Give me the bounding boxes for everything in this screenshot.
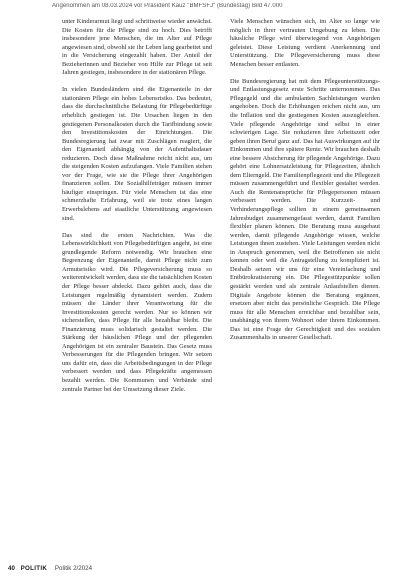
paragraph: Die Bundesregierung hat mit dem Pflegeunterstützungs- und Entlastungsgesetz erste Schritte unternommen. Das Pflegegeld und die ambulanten Sachleistungen wurden angehoben. Doch die Erhöhungen reichen nicht aus, um die Inflation und die gestiegenen Kosten auszugleichen. Viele pflegende Angehörige sind selbst in einer schwierigen Lage. Sie reduzieren ihre Arbeitszeit oder geben ihren Beruf ganz auf. Das hat Auswirkungen auf ihr Einkommen und ihre spätere Rente. Wir brauchen deshalb eine bessere Absicherung für pflegende Angehörige. Dazu gehört eine Lohnersatzleistung für Pflegezeiten, ähnlich dem Elterngeld. Die Familienpflegezeit und die Pflegezeit müssen zusammengeführt und flexibler gestaltet werden. Auch die Rentenansprüche für Pflegepersonen müssen verbessert werden. Die Kurzzeit- und Verhinderungspflege sollten in einem gemeinsamen Jahresbudget zusammengefasst werden, damit Familien flexibler planen können. Die Beratung muss ausgebaut werden, damit pflegende Angehörige wissen, welche Leistungen ihnen zustehen. Viele Leistungen werden nicht in Anspruch genommen, weil die Betroffenen sie nicht kennen oder weil die Antragstellung zu kompliziert ist. Deshalb setzen wir uns für eine Vereinfachung und Entbürokratisierung ein. Die Pflegestützpunkte sollen gestärkt werden und als zentrale Anlaufstellen dienen. Digitale Angebote können die Beratung ergänzen, ersetzen aber nicht das persönliche Gespräch. Die Pflege muss für alle Menschen erreichbar und bezahlbar sein, unabhängig von ihrem Wohnort oder ihrem Einkommen. Das ist eine Frage der Gerechtigkeit und des sozialen Zusammenhalts in unserer Gesellschaft.	[230, 77, 380, 342]
page-footer	[8, 564, 92, 574]
paragraph: In vielen Bundesländern sind die Eigenanteile in der stationären Pflege ein hohes Lebensrisiko. Das bedeutet, dass die durchschnittliche Belastung für Pflegebedürftige erheblich gestiegen ist. Die Ursachen liegen in den gestiegenen Personalkosten durch die Tarifbindung sowie den Investitionskosten der Einrichtungen. Die Bundesregierung hat zwar mit Zuschlägen reagiert, die den Eigenanteil abhängig von der Aufenthaltsdauer reduzieren. Doch diese Maßnahme reicht nicht aus, um die steigenden Kosten aufzufangen. Viele Familien stehen vor der Frage, wie sie die Pflege ihrer Angehörigen finanzieren sollen. Die Sozialhilfeträger müssen immer häufiger einspringen. Für viele Menschen ist das eine schmerzhafte Erfahrung, weil sie trotz eines langen Erwerbslebens auf staatliche Unterstützung angewiesen sind.	[62, 86, 212, 222]
paragraph: unter Kinderarmut liegt und schrittweise wieder anwächst. Die Kosten für die Pflege sind zu hoch. Dies betrifft insbesondere jene Menschen, die im Alter auf Pflege angewiesen sind, obwohl sie ihr Leben lang gearbeitet und in die Versicherung eingezahlt haben. Der Anteil der Bezieherinnen und Bezieher von Hilfe zur Pflege ist seit Jahren gestiegen, insbesondere in der stationären Pflege.	[62, 18, 212, 77]
section-label: POLITIK	[20, 565, 48, 572]
paragraph: Viele Menschen wünschen sich, im Alter so lange wie möglich in ihrer vertrauten Umgebung zu leben. Die häusliche Pflege wird überwiegend von Angehörigen geleistet. Diese Leistung verdient Anerkennung und Unterstützung. Die Pflegeversicherung muss diese Menschen besser entlasten.	[230, 18, 380, 68]
paragraph: Das sind die ersten Nachrichten. Was die Lebenswirklichkeit von Pflegebedürftigen angeht, ist eine grundlegende Reform notwendig. Wir brauchen eine Begrenzung der Eigenanteile, damit Pflege nicht zum Armutsrisiko wird. Die Pflegeversicherung muss so weiterentwickelt werden, dass sie die tatsächlichen Kosten der Pflege besser abdeckt. Dazu gehört auch, dass die Leistungen regelmäßig dynamisiert werden. Zudem müssen die Länder ihrer Verantwortung für die Investitionskosten gerecht werden. Nur so können wir sicherstellen, dass Pflege für alle bezahlbar bleibt. Die Finanzierung muss solidarisch gestaltet werden. Die Stärkung der häuslichen Pflege und der pflegenden Angehörigen ist ein zentraler Baustein. Das Gesetz muss Verbesserungen für die Pflegenden bringen. Wir setzen uns dafür ein, dass die Arbeitsbedingungen in der Pflege verbessert werden und dass Pflegekräfte angemessen bezahlt werden. Die Kommunen und Verbände sind zentrale Partner bei der Umsetzung dieser Ziele.	[62, 231, 212, 393]
article-column-left	[62, 18, 212, 394]
issue-label: Politik 2/2024	[54, 565, 93, 572]
page-number: 40	[8, 565, 15, 572]
running-header: Angenommen am 08.03.2024 vor Präsident Kauz "BMFSFJ" (Bundestag) Bild 47.000	[52, 3, 283, 9]
article-column-right	[230, 18, 380, 343]
